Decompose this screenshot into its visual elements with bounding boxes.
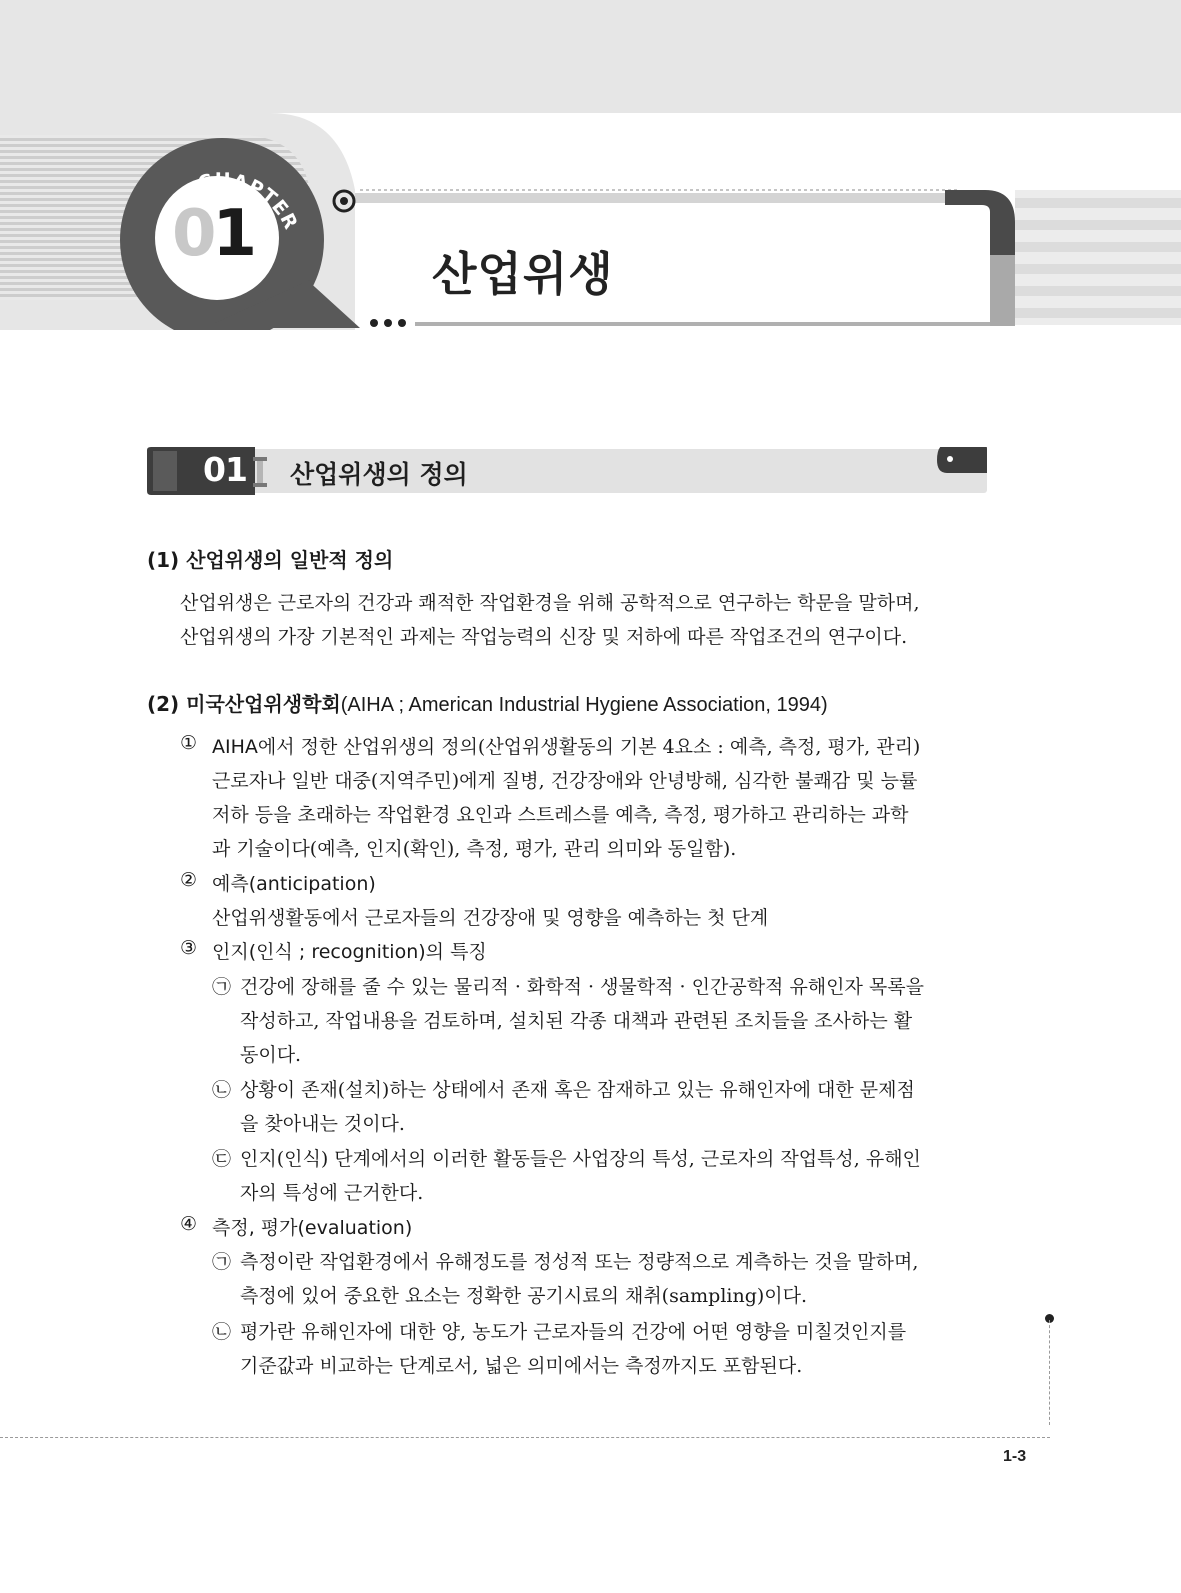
footer-dashed-line	[0, 1437, 1050, 1438]
page-number: 1-3	[1003, 1448, 1027, 1465]
item-2-label-detail: (anticipation)	[248, 873, 376, 895]
sub-line: 건강에 장해를 줄 수 있는 물리적 · 화학적 · 생물학적 · 인간공학적 유해인자 목록을	[240, 976, 924, 998]
section-header-bar	[147, 447, 987, 495]
item-line: 근로자나 일반 대중(지역주민)에게 질병, 건강장애와 안녕방해, 심각한 불쾌감 및 능률	[212, 770, 918, 792]
chapter-label: CHAPTER	[195, 169, 302, 234]
chapter-number	[172, 197, 254, 271]
sub-marker: ㉠	[212, 976, 232, 998]
item-marker: ④	[180, 1213, 198, 1235]
item-4-label	[212, 1213, 412, 1240]
item-line: 산업위생활동에서 근로자들의 건강장애 및 영향을 예측하는 첫 단계	[212, 907, 769, 929]
chapter-number-light: 0	[172, 197, 213, 271]
margin-dashed-line	[1049, 1320, 1050, 1425]
item-marker: ②	[180, 869, 198, 891]
item-line: 과 기술이다(예측, 인지(확인), 측정, 평가, 관리 의미와 동일함).	[212, 838, 737, 860]
sub-marker: ㉡	[212, 1079, 232, 1101]
sub-marker: ㉡	[212, 1321, 232, 1343]
item-marker: ①	[180, 732, 198, 754]
item-2-label	[212, 869, 376, 896]
section-number: 01	[203, 450, 247, 489]
sub-line: 을 찾아내는 것이다.	[240, 1113, 405, 1135]
item-3-label-detail: (인식 ; recognition)	[248, 941, 426, 963]
paragraph-line: 산업위생의 가장 기본적인 과제는 작업능력의 신장 및 저하에 따른 작업조건의 연구이다.	[180, 626, 908, 648]
sub-marker: ㉠	[212, 1251, 232, 1273]
sub-line: 동이다.	[240, 1044, 302, 1066]
subsection-2-heading-detail: (AIHA ; American Industrial Hygiene Association, 1994)	[340, 694, 828, 716]
sub-line: 상황이 존재(설치)하는 상태에서 존재 혹은 잠재하고 있는 유해인자에 대한 문제점	[240, 1079, 915, 1101]
item-3-label	[212, 937, 487, 964]
chapter-title: 산업위생	[432, 247, 614, 301]
item-4-label-main: 측정, 평가	[212, 1217, 298, 1239]
item-1-label-main: AIHA에서 정한 산업위생의 정의	[212, 736, 478, 758]
item-3-label-main: 인지	[212, 941, 249, 963]
item-4-label-detail: (evaluation)	[297, 1217, 413, 1239]
paragraph-line: 산업위생은 근로자의 건강과 쾌적한 작업환경을 위해 공학적으로 연구하는 학문을 말하며,	[180, 592, 920, 614]
sub-line: 측정이란 작업환경에서 유해정도를 정성적 또는 정량적으로 계측하는 것을 말하며,	[240, 1251, 919, 1273]
sub-marker: ㉢	[212, 1148, 232, 1170]
item-marker: ③	[180, 937, 198, 959]
subsection-1-heading: (1) 산업위생의 일반적 정의	[147, 548, 394, 572]
item-3-label-tail: 의 특징	[425, 941, 487, 963]
sub-line: 자의 특성에 근거한다.	[240, 1182, 424, 1204]
chapter-number-dark: 1	[212, 197, 254, 271]
sub-line: 측정에 있어 중요한 요소는 정확한 공기시료의 채취(sampling)이다.	[240, 1285, 808, 1307]
item-1-label-detail: (산업위생활동의 기본 4요소 : 예측, 측정, 평가, 관리)	[477, 736, 921, 758]
section-title: 산업위생의 정의	[290, 460, 468, 489]
item-line: 저하 등을 초래하는 작업환경 요인과 스트레스를 예측, 측정, 평가하고 관리하는 과학	[212, 804, 909, 826]
item-1-label	[212, 732, 920, 759]
sub-line: 평가란 유해인자에 대한 양, 농도가 근로자들의 건강에 어떤 영향을 미칠것인지를	[240, 1321, 907, 1343]
sub-line: 작성하고, 작업내용을 검토하며, 설치된 각종 대책과 관련된 조치들을 조사하는 활	[240, 1010, 913, 1032]
sub-line: 인지(인식) 단계에서의 이러한 활동들은 사업장의 특성, 근로자의 작업특성, 유해인	[240, 1148, 921, 1170]
subsection-2-heading-main: (2) 미국산업위생학회	[147, 692, 341, 716]
subsection-2-heading	[147, 688, 828, 717]
sub-line: 기준값과 비교하는 단계로서, 넓은 의미에서는 측정까지도 포함된다.	[240, 1355, 803, 1377]
item-2-label-main: 예측	[212, 873, 249, 895]
